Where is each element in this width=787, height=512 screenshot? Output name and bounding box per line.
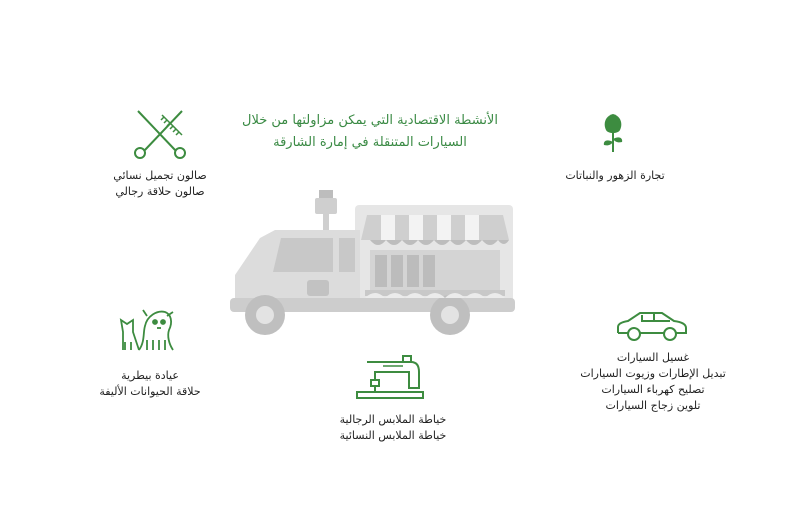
cars-label (568, 350, 738, 414)
title-line-2: السيارات المتنقلة في إمارة الشارقة (273, 135, 467, 150)
scissors-comb-icon (130, 107, 190, 159)
tailoring-line-2: خياطة الملابس النسائية (339, 429, 447, 442)
pets-icon (117, 302, 177, 352)
tailoring-label (318, 412, 468, 444)
cars-line-2: تبديل الإطارات وزيوت السيارات (580, 367, 726, 380)
cars-line-3: تصليح كهرباء السيارات (601, 383, 705, 396)
tailoring-line-1: خياطة الملابس الرجالية (339, 413, 447, 426)
cars-line-4: تلوين زجاج السيارات (605, 399, 701, 412)
car-icon (614, 309, 690, 343)
flowers-line-1: تجارة الزهور والنباتات (565, 169, 665, 182)
vet-label (80, 368, 220, 400)
infographic-title (200, 110, 540, 154)
sewing-machine-icon (353, 352, 427, 402)
vet-line-2: حلاقة الحيوانات الأليفة (99, 385, 201, 398)
salon-label (90, 168, 230, 200)
rose-icon (598, 112, 628, 154)
flowers-label (545, 168, 685, 184)
cars-line-1: غسيل السيارات (616, 351, 690, 364)
title-line-1: الأنشطة الاقتصادية التي يمكن مزاولتها من خلال (242, 113, 498, 128)
truck-illustration (215, 190, 515, 344)
salon-line-1: صالون تجميل نسائي (113, 169, 207, 182)
vet-line-1: عيادة بيطرية (121, 369, 179, 382)
salon-line-2: صالون حلاقة رجالي (115, 185, 205, 198)
